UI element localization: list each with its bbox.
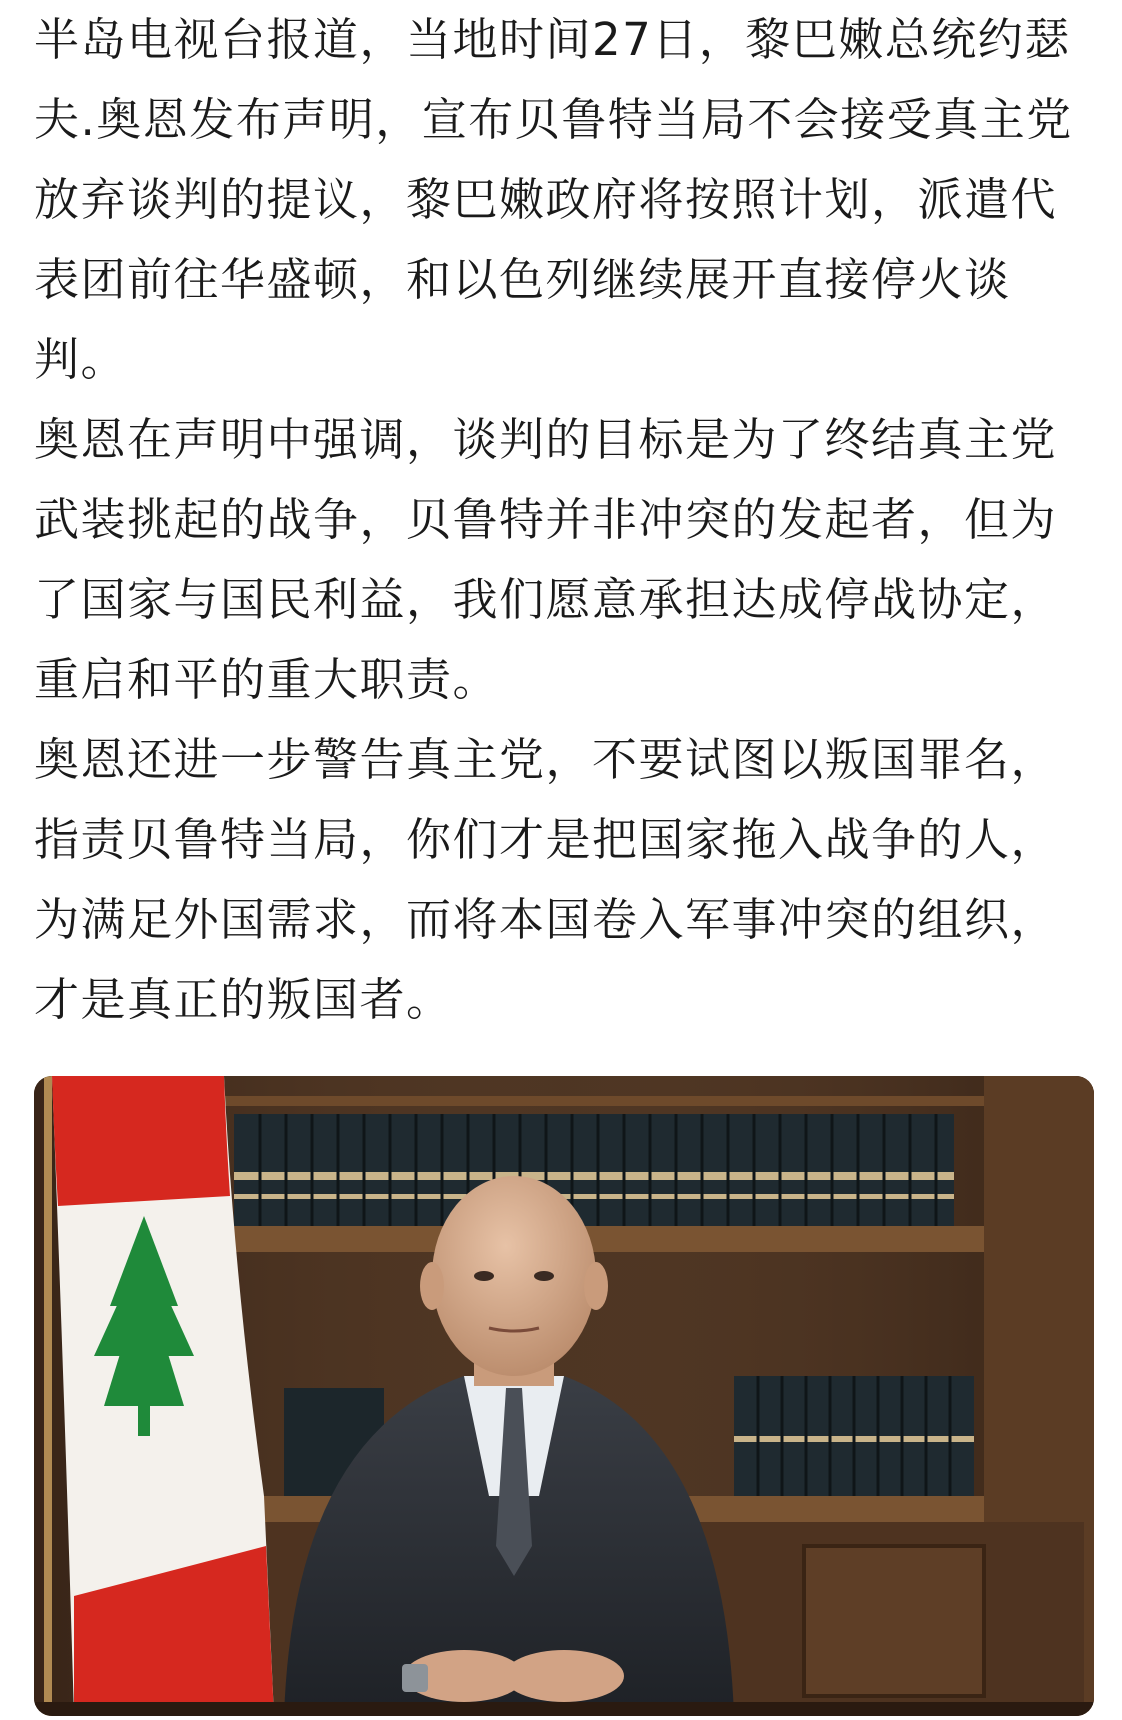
books-top-row <box>234 1114 954 1226</box>
desk <box>34 1702 1094 1716</box>
article-paragraph-1: 半岛电视台报道，当地时间27日，黎巴嫩总统约瑟夫.奥恩发布声明，宣布贝鲁特当局不会接受真主党放弃谈判的提议，黎巴嫩政府将按照计划，派遣代表团前往华盛顿，和以色列继续展开直接停火谈判。 <box>34 13 1073 386</box>
photo-illustration <box>34 1076 1094 1716</box>
article-photo[interactable] <box>34 1076 1094 1716</box>
article-paragraph-2: 奥恩在声明中强调，谈判的目标是为了终结真主党武装挑起的战争，贝鲁特并非冲突的发起者，但为了国家与国民利益，我们愿意承担达成停战协定，重启和平的重大职责。 <box>34 413 1058 706</box>
article-paragraph-3: 奥恩还进一步警告真主党，不要试图以叛国罪名，指责贝鲁特当局，你们才是把国家拖入战争的人，为满足外国需求，而将本国卷入军事冲突的组织，才是真正的叛国者。 <box>34 733 1058 1026</box>
article-body <box>34 0 1098 1040</box>
